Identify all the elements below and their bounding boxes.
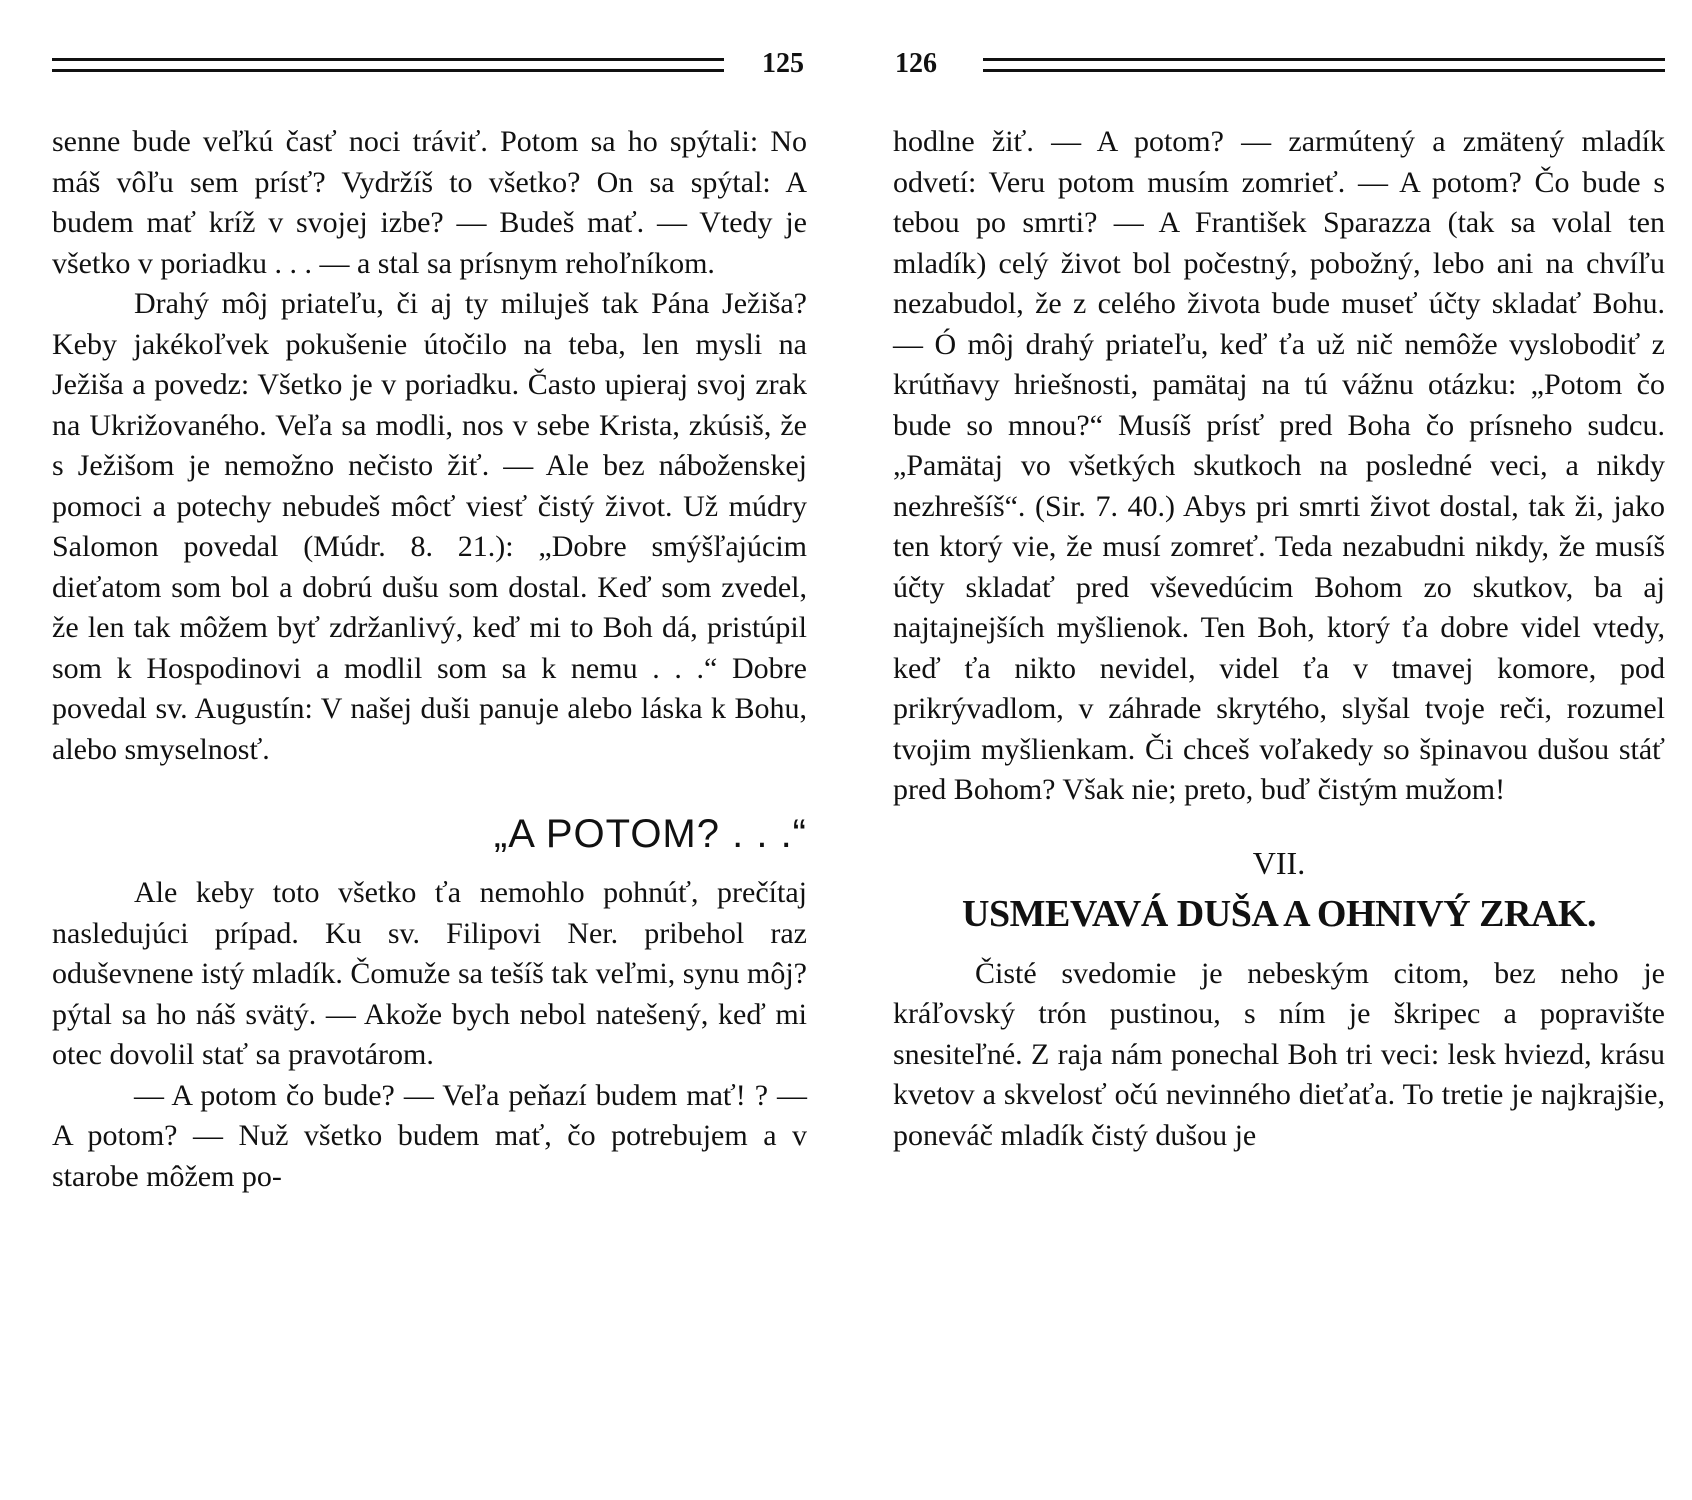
left-page-text	[52, 122, 807, 1197]
header-rule	[52, 58, 724, 72]
paragraph: Čisté svedomie je nebeským citom, bez neho je kráľovský trón pustinou, s ním je škripec a popravište snesiteľné. Z raja nám ponechal Boh tri veci: lesk hviezd, krásu kvetov a skvelosť očú nevinného dieťaťa. To tretie je najkrajšie, poneváč mladík čistý dušou je	[893, 956, 1665, 1152]
paragraph: senne bude veľkú časť noci tráviť. Potom sa ho spýtali: No máš vôľu sem prísť? Vydržíš to všetko? On sa spýtal: A budem mať kríž v svojej izbe? — Budeš mať. — Vtedy je všetko v poriadku . . . — a stal sa prísnym rehoľníkom.	[52, 125, 807, 280]
paragraph: Ale keby toto všetko ťa nemohlo pohnúť, prečítaj nasledujúci prípad. Ku sv. Filipovi Ner. pribehol raz oduševnene istý mladík. Čomuže sa tešíš tak veľmi, synu môj? pýtal sa ho náš svätý. — Akože bych nebol natešený, keď mi otec dovolil stať sa pravotárom.	[52, 876, 807, 1071]
right-page	[893, 0, 1665, 1500]
page-number: 125	[762, 48, 804, 79]
chapter-title: USMEVAVÁ DUŠA A OHNIVÝ ZRAK.	[962, 892, 1596, 935]
right-page-text	[893, 122, 1665, 1156]
paragraph: Drahý môj priateľu, či aj ty miluješ tak Pána Ježiša? Keby jakékoľvek pokušenie útočilo na teba, len mysli na Ježiša a povedz: Všetko je v poriadku. Často upieraj svoj zrak na Ukrižovaného. Veľa sa modli, nos v sebe Krista, zkúsiš, že s Ježišom je nemožno nečisto žiť. — Ale bez náboženskej pomoci a potechy nebudeš môcť viesť čistý život. Už múdry Salomon povedal (Múdr. 8. 21.): „Dobre smýšľajúcim dieťatom som bol a dobrú dušu som dostal. Keď som zvedel, že len tak môžem byť zdržanlivý, keď mi to Boh dá, pristúpil som k Hospodinovi a modlil som sa k nemu . . .“ Dobre povedal sv. Augustín: V našej duši panuje alebo láska k Bohu, alebo smyselnosť.	[52, 287, 807, 766]
header-rule	[983, 58, 1665, 72]
paragraph: — A potom čo bude? — Veľa peňazí budem mať! ? — A potom? — Nuž všetko budem mať, čo potrebujem a v starobe môžem po-	[52, 1078, 807, 1193]
chapter-number: VII.	[1252, 844, 1306, 881]
left-page	[52, 0, 812, 1500]
section-heading: „A POTOM? . . .“	[493, 812, 807, 856]
paragraph: hodlne žiť. — A potom? — zarmútený a zmätený mladík odvetí: Veru potom musím zomrieť. — A potom? Čo bude s tebou po smrti? — A František Sparazza (tak sa volal ten mladík) celý život bol počestný, pobožný, lebo ani na chvíľu nezabudol, že z celého života bude museť účty skladať Bohu. — Ó môj drahý priateľu, keď ťa už nič nemôže vyslobodiť z krútňavy hriešnosti, pamätaj na tú vážnu otázku: „Potom čo bude so mnou?“ Musíš prísť pred Boha čo prísneho sudcu. „Pamätaj vo všetkých skutkoch na posledné veci, a nikdy nezhrešíš“. (Sir. 7. 40.) Abys pri smrti život dostal, tak ži, jako ten ktorý vie, že musí zomreť. Teda nezabudni nikdy, že musíš účty skladať pred vševedúcim Bohom zo skutkov, ba aj najtajnejších myšlienok. Ten Boh, ktorý ťa dobre videl vtedy, keď ťa nikto nevidel, videl ťa v tmavej komore, pod prikrývadlom, v záhrade skrytého, slyšal tvoje reči, rozumel tvojim myšlienkam. Či chceš voľakedy so špinavou dušou stáť pred Bohom? Však nie; preto, buď čistým mužom!	[893, 125, 1665, 806]
page-number: 126	[895, 48, 937, 79]
